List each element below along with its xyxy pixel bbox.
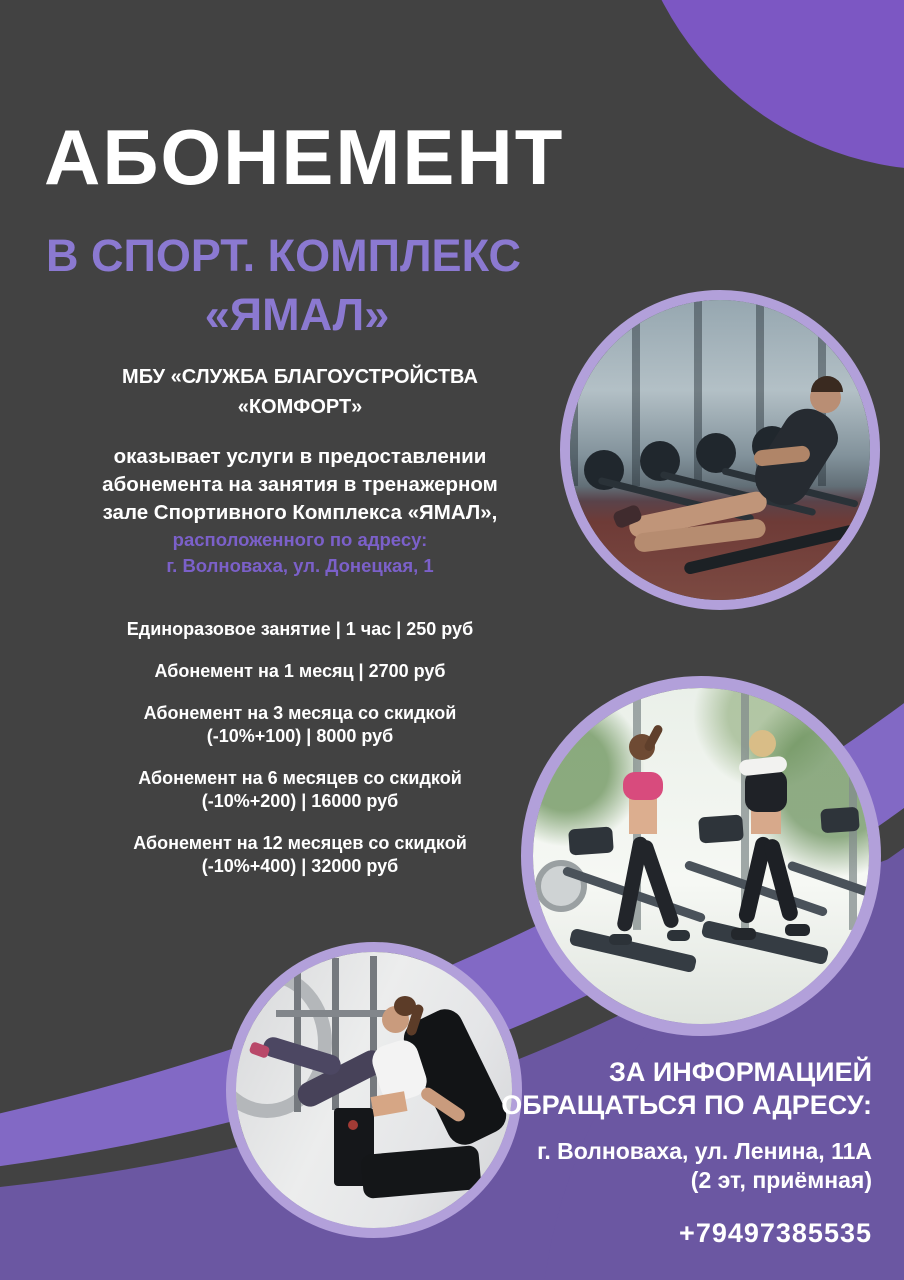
contact-phone: +79497385535 — [679, 1218, 872, 1249]
service-description-line1: оказывает услуги в предоставлении — [113, 445, 487, 468]
price-line: (-10%+400) | 32000 руб — [201, 856, 399, 876]
contact-heading-line2: ОБРАЩАТЬСЯ ПО АДРЕСУ: — [501, 1089, 872, 1120]
machine-bar-shape — [370, 956, 377, 1108]
runner-shoe-shape — [667, 930, 690, 941]
gym-address-note-line1: расположенного по адресу: — [172, 529, 428, 550]
contact-heading-line1: ЗА ИНФОРМАЦИЕЙ — [608, 1057, 872, 1087]
poster-subtitle — [46, 226, 548, 345]
runner-shoe-shape — [785, 924, 810, 936]
runner-black-top-shape — [745, 770, 787, 812]
price-line: (-10%+200) | 16000 руб — [201, 791, 399, 811]
service-description — [70, 443, 530, 527]
treadmill-rail-shape — [787, 860, 881, 904]
service-description-line3: зале Спортивного Комплекса «ЯМАЛ», — [102, 501, 498, 525]
contact-address — [452, 1137, 872, 1195]
contact-address-line1: г. Волноваха, ул. Ленина, 11А — [537, 1137, 872, 1164]
price-item-single-session — [58, 618, 542, 641]
contact-heading — [452, 1056, 872, 1122]
treadmill-photo — [521, 676, 881, 1036]
price-line: Единоразовое занятие | 1 час | 250 руб — [126, 619, 474, 639]
gym-address-note-line2: г. Волноваха, ул. Донецкая, 1 — [166, 555, 434, 577]
gym-address-note — [70, 527, 530, 580]
runner-torso-shape — [629, 798, 657, 834]
treadmill-console-shape — [698, 814, 744, 843]
athlete-hair-shape — [811, 376, 843, 392]
rowing-machine-photo-image — [570, 300, 870, 600]
treadmill-console-shape — [820, 807, 860, 834]
price-list — [58, 618, 542, 878]
treadmill-belt-shape — [701, 920, 830, 965]
runner-shoe-shape — [731, 928, 756, 940]
service-description-line2: абонемента на занятия в тренажерном — [102, 473, 498, 497]
price-item-1-month — [58, 660, 542, 683]
price-item-12-months — [58, 832, 542, 878]
runner-leg-shape — [762, 837, 799, 922]
subtitle-line2: «ЯМАЛ» — [204, 289, 390, 341]
price-item-3-months — [58, 702, 542, 748]
athlete-torso-shape — [371, 1091, 408, 1117]
organization-line1: МБУ «СЛУЖБА БЛАГОУСТРОЙСТВА — [122, 366, 478, 388]
runner-head-shape — [749, 730, 776, 757]
top-right-circle-decor — [627, 0, 904, 170]
runner-pink-top-shape — [623, 772, 663, 800]
runner-torso-shape — [751, 810, 781, 834]
treadmill-photo-image — [533, 688, 869, 1024]
exercise-bike-shape — [535, 860, 587, 912]
price-line: Абонемент на 3 месяца со скидкой — [143, 703, 457, 723]
organization-name — [70, 362, 530, 422]
price-item-6-months — [58, 767, 542, 813]
organization-line2: «КОМФОРТ» — [237, 396, 363, 418]
price-line: (-10%+100) | 8000 руб — [206, 726, 394, 746]
poster-title: АБОНЕМЕНТ — [44, 113, 565, 201]
flywheel-shape — [696, 433, 736, 473]
price-line: Абонемент на 1 месяц | 2700 руб — [154, 661, 446, 681]
contact-address-line2: (2 эт, приёмная) — [690, 1166, 872, 1193]
weight-pin-shape — [348, 1120, 358, 1130]
contact-info — [452, 1056, 872, 1249]
price-line: Абонемент на 6 месяцев со скидкой — [138, 768, 462, 788]
rowing-machine-photo — [560, 290, 880, 610]
runner-shoe-shape — [609, 934, 632, 945]
price-line: Абонемент на 12 месяцев со скидкой — [133, 833, 467, 853]
treadmill-console-shape — [568, 826, 614, 855]
subtitle-line1: В СПОРТ. КОМПЛЕКС — [46, 230, 521, 281]
runner-leg-shape — [636, 838, 680, 930]
